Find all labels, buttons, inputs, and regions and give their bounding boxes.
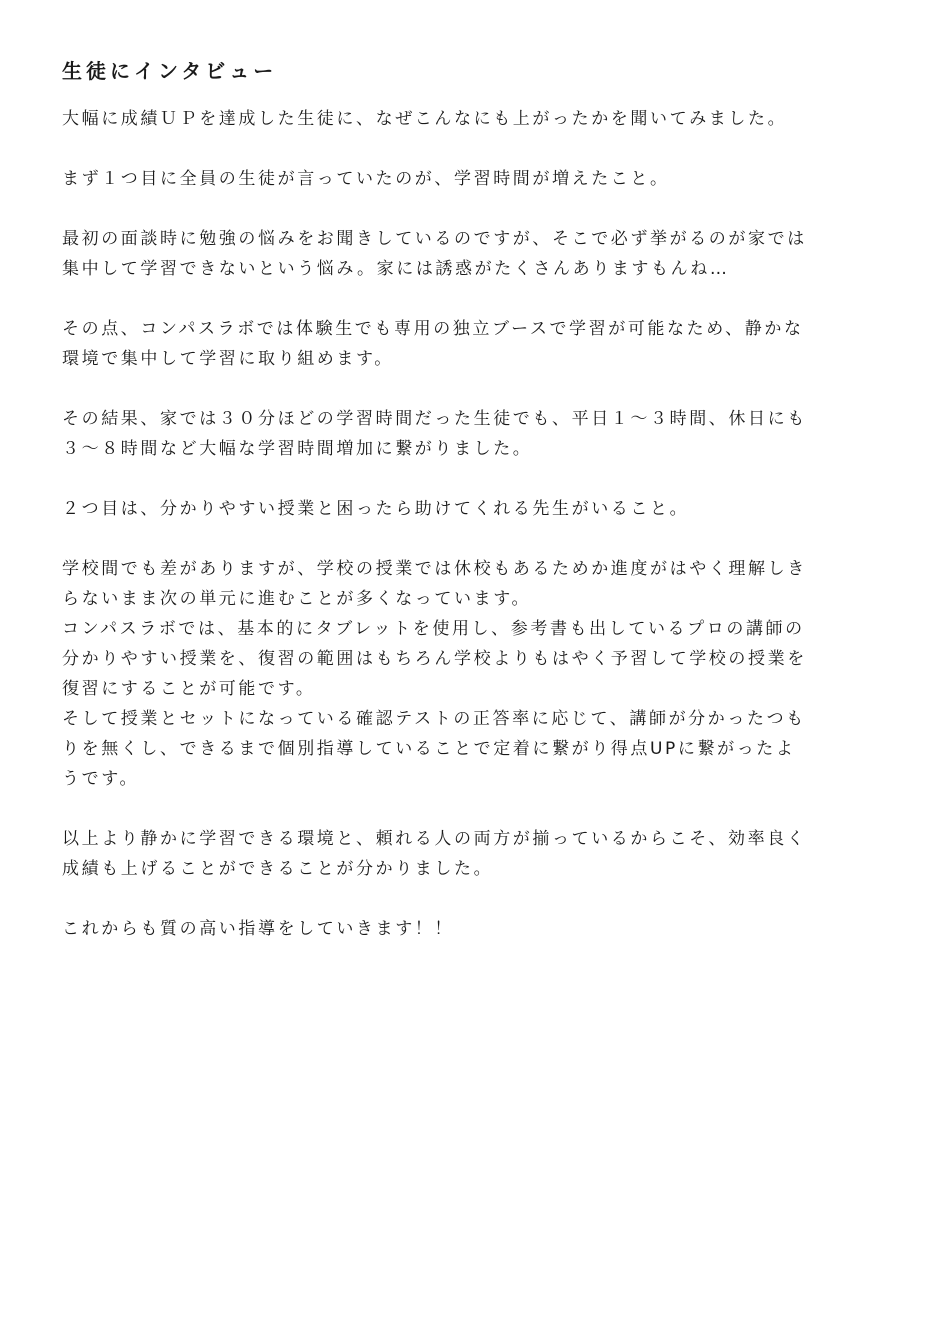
blank-line [62, 464, 892, 494]
text-line: その結果、家では３０分ほどの学習時間だった生徒でも、平日１～３時間、休日にも [62, 409, 807, 429]
text-line: 集中して学習できないという悩み。家には誘惑がたくさんありますもんね… [62, 259, 730, 279]
page-title: 生徒にインタビュー [62, 59, 278, 83]
document-page [62, 56, 892, 944]
blank-line [62, 134, 892, 164]
text-line: まず１つ目に全員の生徒が言っていたのが、学習時間が増えたこと。 [62, 169, 670, 189]
blank-line [62, 374, 892, 404]
text-line: 以上より静かに学習できる環境と、頼れる人の両方が揃っているからこそ、効率良く [62, 829, 807, 849]
text-line: 分かりやすい授業を、復習の範囲はもちろん学校よりもはやく予習して学校の授業を [62, 649, 807, 669]
text-line: そして授業とセットになっている確認テストの正答率に応じて、講師が分かったつも [62, 709, 806, 729]
text-line: らないまま次の単元に進むことが多くなっています。 [62, 589, 532, 609]
blank-line [62, 884, 892, 914]
body-text [62, 104, 892, 944]
text-line: 最初の面談時に勉強の悩みをお聞きしているのですが、そこで必ず挙がるのが家では [62, 229, 807, 249]
text-line: ２つ目は、分かりやすい授業と困ったら助けてくれる先生がいること。 [62, 499, 690, 519]
blank-line [62, 194, 892, 224]
text-line: うです。 [62, 769, 140, 789]
text-line: りを無くし、できるまで個別指導していることで定着に繋がり得点UPに繋がったよ [62, 739, 796, 759]
blank-line [62, 284, 892, 314]
text-line: 環境で集中して学習に取り組めます。 [62, 349, 394, 369]
text-line: 復習にすることが可能です。 [62, 679, 316, 699]
text-line: コンパスラボでは、基本的にタブレットを使用し、参考書も出しているプロの講師の [62, 619, 805, 639]
blank-line [62, 794, 892, 824]
text-line: ３～８時間など大幅な学習時間増加に繋がりました。 [62, 439, 533, 459]
text-line: 成績も上げることができることが分かりました。 [62, 859, 494, 879]
blank-line [62, 524, 892, 554]
text-line: 学校間でも差がありますが、学校の授業では休校もあるためか進度がはやく理解しき [62, 559, 807, 579]
text-line: これからも質の高い指導をしていきます！！ [62, 919, 454, 939]
text-line: 大幅に成績ＵＰを達成した生徒に、なぜこんなにも上がったかを聞いてみました。 [62, 109, 788, 129]
text-line: その点、コンパスラボでは体験生でも専用の独立ブースで学習が可能なため、静かな [62, 319, 804, 339]
